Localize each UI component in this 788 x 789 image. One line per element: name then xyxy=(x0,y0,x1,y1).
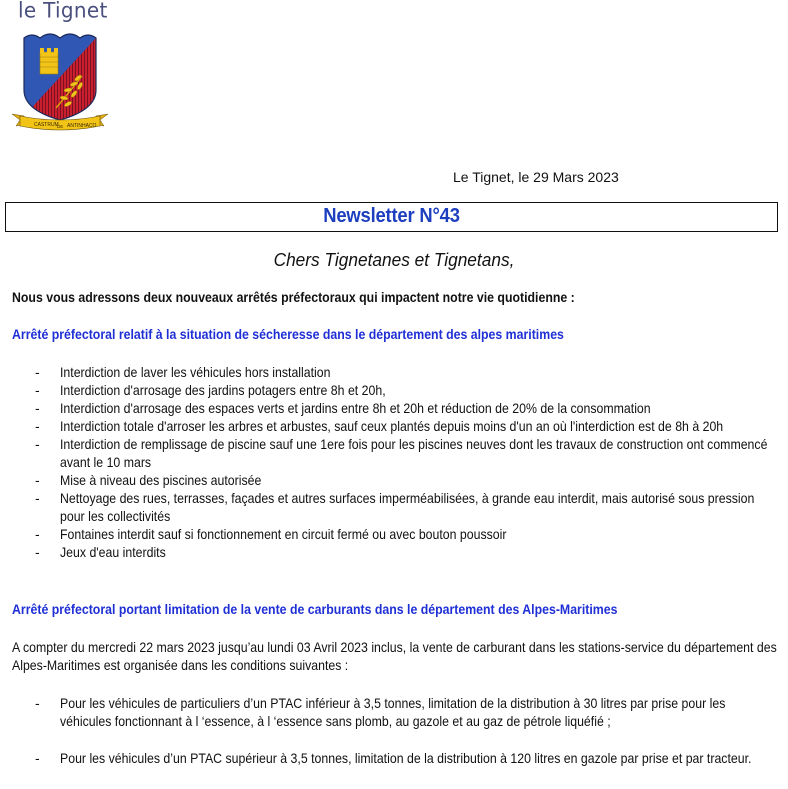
date-line: Le Tignet, le 29 Mars 2023 xyxy=(453,169,619,185)
drought-restrictions-list xyxy=(0,363,788,561)
list-item: - Interdiction de remplissage de piscine sauf une 1ere fois pour les piscines neuves dont les travaux de construction ont commencé avant le 10 mars xyxy=(35,436,768,470)
list-item: - Fontaines interdit sauf si fonctionnement en circuit fermé ou avec bouton poussoir xyxy=(35,526,507,542)
coat-of-arms-logo xyxy=(10,28,110,132)
fuel-paragraph: A compter du mercredi 22 mars 2023 jusqu’au lundi 03 Avril 2023 inclus, la vente de carburant dans les stations-service du département des Alpes-Maritimes est organisée dans les conditions suivantes : xyxy=(12,639,777,673)
section-heading-fuel: Arrêté préfectoral portant limitation de la vente de carburants dans le département des Alpes-Maritimes xyxy=(12,601,618,617)
list-item: - Interdiction d'arrosage des jardins potagers entre 8h et 20h, xyxy=(35,382,386,398)
newsletter-title: Newsletter N°43 xyxy=(323,205,460,227)
bullet-dash: - xyxy=(35,526,40,542)
list-item: - Interdiction totale d'arroser les arbres et arbustes, sauf ceux plantés depuis moins d'un an où l'interdiction est de 8h à 20h xyxy=(35,418,724,434)
bullet-dash: - xyxy=(35,364,40,380)
list-item: - Pour les véhicules d’un PTAC supérieur à 3,5 tonnes, limitation de la distribution à 120 litres en gazole par prise et par tracteur. xyxy=(35,750,752,766)
list-item: - Nettoyage des rues, terrasses, façades et autres surfaces imperméabilisées, à grande eau interdit, mais autorisé sous pression pour les collectivités xyxy=(35,490,755,524)
motto-center: DE xyxy=(57,124,64,129)
logo-text: le Tignet xyxy=(18,0,108,23)
list-item: - Mise à niveau des piscines autorisée xyxy=(35,472,262,488)
bullet-dash: - xyxy=(35,472,40,488)
list-item: - Jeux d'eau interdits xyxy=(35,544,166,560)
bullet-dash: - xyxy=(35,544,40,560)
list-item: - Pour les véhicules de particuliers d’un PTAC inférieur à 3,5 tonnes, limitation de la distribution à 30 litres par prise pour les véhicules fonctionnant à l ‘essence, à l ‘essence sans plomb, au gazole et au gaz de pétrole liquéfié ; xyxy=(35,695,726,729)
bullet-dash: - xyxy=(35,750,40,766)
motto-right: ANTINHACO xyxy=(67,123,97,129)
bullet-dash: - xyxy=(35,695,40,711)
tower-icon xyxy=(40,48,58,74)
intro-text: Nous vous adressons deux nouveaux arrêtés préfectoraux qui impactent notre vie quotidienne : xyxy=(12,289,575,305)
bullet-dash: - xyxy=(35,490,40,506)
bullet-dash: - xyxy=(35,436,40,452)
shield xyxy=(10,28,110,128)
title-box xyxy=(5,202,778,232)
fuel-limits-list xyxy=(0,694,788,786)
bullet-dash: - xyxy=(35,418,40,434)
greeting: Chers Tignetanes et Tignetans, xyxy=(273,250,515,270)
bullet-dash: - xyxy=(35,400,40,416)
list-item: - Interdiction d'arrosage des espaces verts et jardins entre 8h et 20h et réduction de 20% de la consommation xyxy=(35,400,651,416)
list-item: - Interdiction de laver les véhicules hors installation xyxy=(35,364,331,380)
motto-left: CASTRUM xyxy=(34,122,59,128)
bullet-dash: - xyxy=(35,382,40,398)
section-heading-drought: Arrêté préfectoral relatif à la situation de sécheresse dans le département des alpes maritimes xyxy=(12,326,564,342)
